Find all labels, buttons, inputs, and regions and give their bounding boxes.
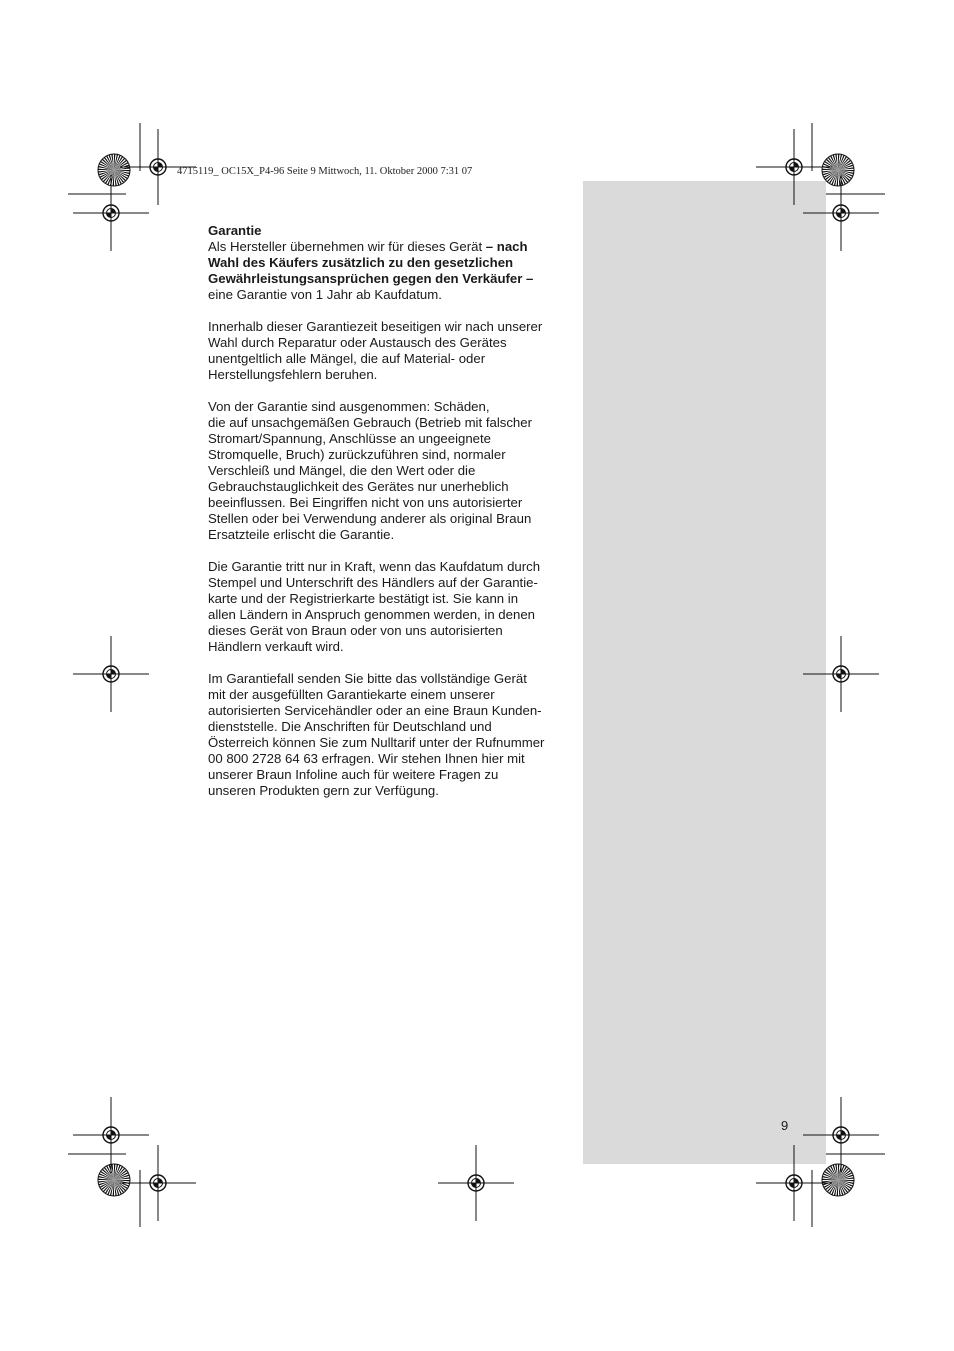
paragraph-1-text: Als Hersteller übernehmen wir für dieses Gerät — [208, 239, 486, 254]
section-title: Garantie — [208, 223, 262, 238]
paragraph-4: Die Garantie tritt nur in Kraft, wenn das Kaufdatum durch Stempel und Unterschrift des Händlers auf der Garantie- karte und der Registrierkarte bestätigt ist. Sie kann in allen Ländern in Anspruch genommen werden, in denen dieses Gerät von Braun oder von uns autorisierten Händlern verkauft wird. — [208, 559, 541, 654]
print-slug: 4715119_ OC15X_P4-96 Seite 9 Mittwoch, 11. Oktober 2000 7:31 07 — [177, 166, 473, 177]
registration-mark — [803, 1097, 879, 1173]
registration-mark — [756, 129, 832, 205]
paragraph-5: Im Garantiefall senden Sie bitte das vollständige Gerät mit der ausgefüllten Garantiekarte einem unserer autorisierten Servicehändler oder an eine Braun Kunden- dienststelle. Die Anschriften für Deutschland und Österreich können Sie zum Nulltarif unter der Rufnummer 00 800 2728 64 63 erfragen. Wir stehen Ihnen hier mit unserer Braun Infoline auch für weitere Fragen zu unseren Produkten gern zur Verfügung. — [208, 671, 545, 798]
star-target-mark — [822, 154, 854, 186]
page-number: 9 — [781, 1118, 789, 1133]
star-target-mark — [98, 1164, 130, 1196]
paragraph-1-bold: – nach Wahl des Käufers zusätzlich zu den gesetzlichen Gewährleistungsansprüchen gegen den Verkäufer – — [208, 239, 534, 286]
warranty-section — [208, 223, 568, 815]
paragraph-2: Innerhalb dieser Garantiezeit beseitigen wir nach unserer Wahl durch Reparatur oder Austausch des Gerätes unentgeltlich alle Mängel, die auf Material- oder Herstellungsfehlern beruhen. — [208, 319, 543, 382]
star-target-mark — [822, 1164, 854, 1196]
registration-mark — [756, 1145, 832, 1221]
paragraph-1-end: eine Garantie von 1 Jahr ab Kaufdatum. — [208, 287, 442, 302]
registration-mark — [73, 175, 149, 251]
star-target-mark — [98, 154, 130, 186]
registration-mark — [73, 636, 149, 712]
registration-mark — [803, 175, 879, 251]
registration-mark — [803, 636, 879, 712]
paragraph-3: Von der Garantie sind ausgenommen: Schäden, die auf unsachgemäßen Gebrauch (Betrieb mit falscher Stromart/Spannung, Anschlüsse an ungeeignete Stromquelle, Bruch) zurückzuführen sind, normaler Verschleiß und Mängel, die den Wert oder die Gebrauchstauglichkeit des Gerätes nur unerheblich beeinflussen. Bei Eingriffen nicht von uns autorisierter Stellen oder bei Verwendung anderer als original Braun Ersatzteile erlischt die Garantie. — [208, 399, 532, 542]
paragraph-1 — [208, 239, 568, 303]
registration-mark — [73, 1097, 149, 1173]
registration-mark — [438, 1145, 514, 1221]
registration-mark — [120, 1145, 196, 1221]
